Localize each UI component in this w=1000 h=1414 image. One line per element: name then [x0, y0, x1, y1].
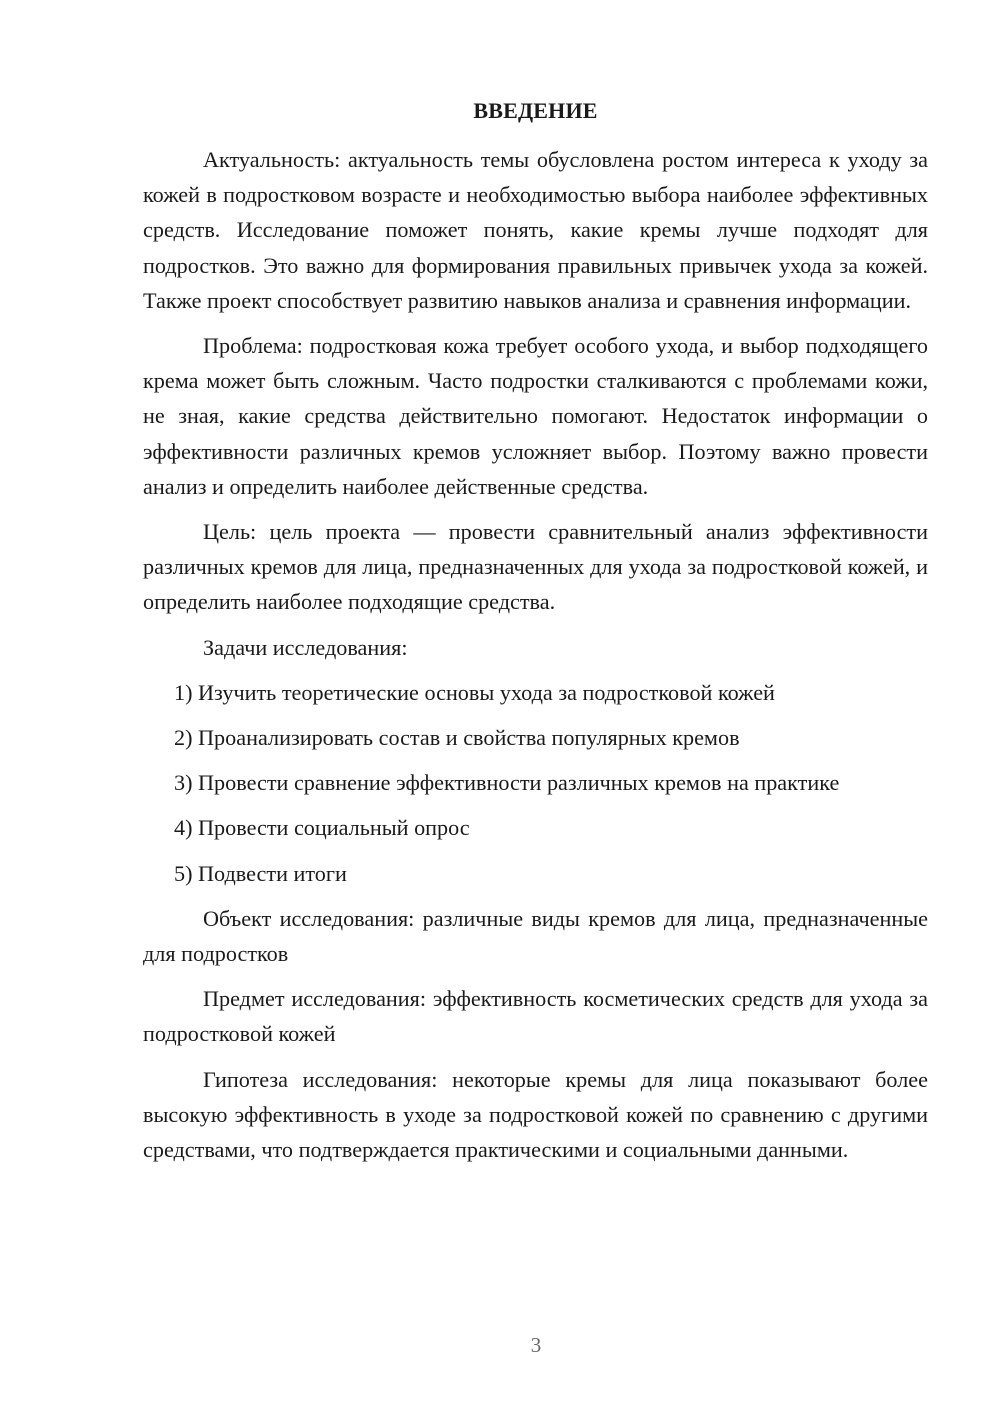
subject-paragraph: Предмет исследования: эффективность косметических средств для ухода за подростковой кожей	[143, 986, 928, 1047]
goal-paragraph: Цель: цель проекта — провести сравнительный анализ эффективности различных кремов для лица, предназначенных для ухода за подростковой кожей, и определить наиболее подходящие средства.	[143, 519, 928, 615]
tasks-list	[143, 675, 928, 891]
task-item: 2) Проанализировать состав и свойства популярных кремов	[174, 725, 740, 751]
page-number: 3	[530, 1333, 542, 1357]
relevance-paragraph: Актуальность: актуальность темы обусловлена ростом интереса к уходу за кожей в подростковом возрасте и необходимостью выбора наиболее эффективных средств. Исследование поможет понять, какие кремы лучше подходят для подростков. Это важно для формирования правильных привычек ухода за кожей. Также проект способствует развитию навыков анализа и сравнения информации.	[143, 147, 928, 313]
task-item: 4) Провести социальный опрос	[174, 815, 470, 841]
object-paragraph: Объект исследования: различные виды кремов для лица, предназначенные для подростков	[143, 905, 928, 967]
task-item: 1) Изучить теоретические основы ухода за подростковой кожей	[174, 679, 775, 705]
problem-paragraph: Проблема: подростковая кожа требует особого ухода, и выбор подходящего крема может быть сложным. Часто подростки сталкиваются с проблемами кожи, не зная, какие средства действительно помогают. Недостаток информации о эффективности различных кремов усложняет выбор. Поэтому важно провести анализ и определить наиболее действенные средства.	[143, 333, 928, 499]
hypothesis-paragraph: Гипотеза исследования: некоторые кремы для лица показывают более высокую эффективность в уходе за подростковой кожей по сравнению с другими средствами, что подтверждается практическими и социальными данными.	[143, 1066, 928, 1163]
tasks-heading: Задачи исследования:	[203, 634, 408, 660]
task-item: 3) Провести сравнение эффективности различных кремов на практике	[174, 770, 840, 796]
document-body	[143, 142, 928, 1177]
page-title: ВВЕДЕНИЕ	[473, 98, 598, 123]
task-item: 5) Подвести итоги	[174, 860, 347, 886]
